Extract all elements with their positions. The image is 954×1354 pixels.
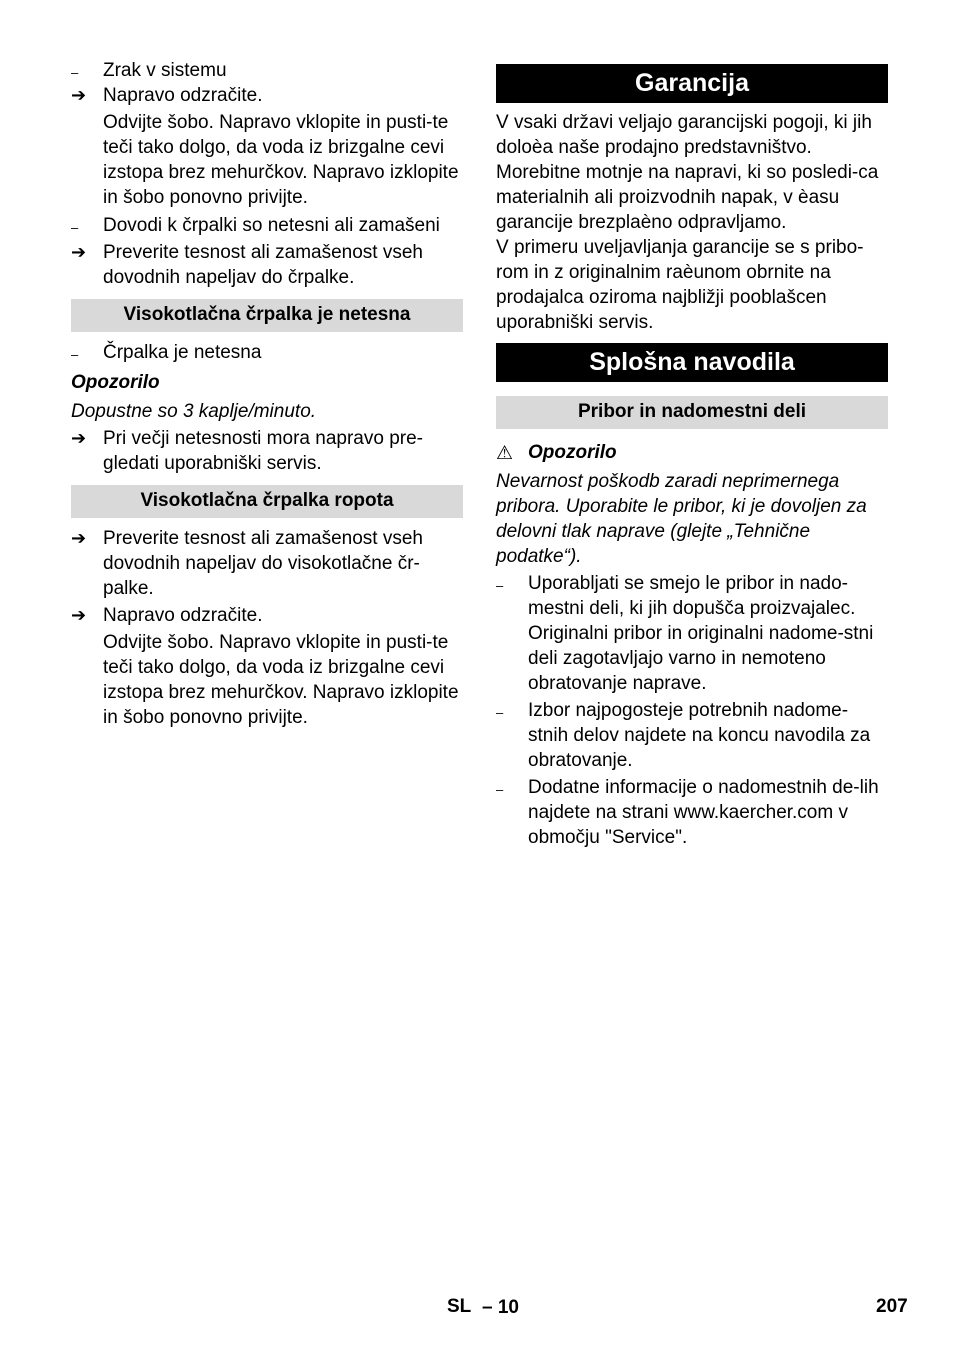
dash-icon: – — [71, 347, 79, 362]
note-text: Dopustne so 3 kaplje/minuto. — [71, 401, 317, 422]
arrow-right-icon: ➔ — [71, 605, 87, 625]
dash-icon: – — [496, 578, 504, 593]
page-number: 207 — [876, 1296, 908, 1317]
action-item — [71, 240, 463, 290]
list-item — [71, 213, 463, 238]
warning-icon: ⚠ — [496, 443, 514, 464]
action-item-text: Napravo odzračite. — [103, 605, 263, 626]
list-item — [496, 698, 888, 773]
warning-title-text: Opozorilo — [528, 442, 617, 463]
action-item — [71, 603, 463, 628]
action-item-text: Napravo odzračite. — [103, 85, 263, 106]
section-heading-pump-leak: Visokotlačna črpalka je netesna — [71, 299, 463, 332]
dash-icon: – — [71, 220, 79, 235]
warranty-paragraph: V primeru uveljavljanja garancije se s pribo-rom in z originalnim raèunom obrnite na prodajalca oziroma najbližji pooblašcen uporabniški servis. — [496, 237, 864, 333]
action-item-text: Pri večji netesnosti mora napravo pre-gledati uporabniški servis. — [103, 428, 423, 474]
list-item — [496, 571, 888, 696]
warning-text: Nevarnost poškodb zaradi neprimernega pribora. Uporabite le pribor, ki je dovoljen za delovni tlak naprave (glejte „Tehnične podatke“). — [496, 471, 867, 567]
list-item — [496, 775, 888, 850]
heading-splosna-navodila: Splošna navodila — [496, 343, 888, 382]
footer-local-page: – 10 — [482, 1297, 519, 1318]
action-item — [71, 83, 463, 108]
section-heading-accessories: Pribor in nadomestni deli — [496, 396, 888, 429]
dash-icon: – — [71, 65, 79, 80]
arrow-right-icon: ➔ — [71, 528, 87, 548]
arrow-right-icon: ➔ — [71, 85, 87, 105]
action-item-text: Preverite tesnost ali zamašenost vseh dovodnih napeljav do visokotlačne čr-palke. — [103, 528, 423, 599]
list-item-text: Dovodi k črpalki so netesni ali zamašeni — [103, 215, 440, 236]
warranty-paragraph: V vsaki državi veljajo garancijski pogoji, ki jih doloèa naše prodajno predstavništvo. Morebitne motnje na napravi, ki so posledi-ca materialnih ali proizvodnih napak, v èasu garancije brezplaèno odpravljamo. — [496, 112, 879, 233]
list-item-text: Dodatne informacije o nadomestnih de-lih najdete na strani www.kaercher.com v območju "Service". — [528, 777, 879, 848]
list-item-text: Izbor najpogosteje potrebnih nadome-stnih delov najdete na koncu navodila za obratovanje. — [528, 700, 871, 771]
action-item — [71, 526, 463, 601]
right-column — [496, 64, 888, 850]
section-heading-pump-noise: Visokotlačna črpalka ropota — [71, 485, 463, 518]
left-column — [71, 58, 463, 730]
warning-title — [496, 440, 888, 466]
footer-language: SL — [447, 1296, 472, 1317]
note-title: Opozorilo — [71, 372, 160, 393]
dash-icon: – — [496, 705, 504, 720]
action-item — [71, 426, 463, 476]
list-item-text: Uporabljati se smejo le pribor in nado-mestni deli, ki jih dopušča proizvajalec. Originalni pribor in originalni nadome-stni deli zagotavljajo varno in nemoteno obratovanje naprave. — [528, 573, 874, 694]
list-item-text: Zrak v sistemu — [103, 60, 227, 81]
list-item — [71, 58, 463, 83]
dash-icon: – — [496, 782, 504, 797]
arrow-right-icon: ➔ — [71, 242, 87, 262]
list-item — [71, 340, 463, 365]
list-item-text: Črpalka je netesna — [103, 342, 262, 363]
arrow-right-icon: ➔ — [71, 428, 87, 448]
action-item-text: Preverite tesnost ali zamašenost vseh dovodnih napeljav do črpalke. — [103, 242, 423, 288]
heading-garancija: Garancija — [496, 64, 888, 103]
instruction-paragraph: Odvijte šobo. Napravo vklopite in pusti-te teči tako dolgo, da voda iz brizgalne cevi izstopa brez mehurčkov. Napravo izklopite in šobo ponovno privijte. — [103, 112, 459, 208]
instruction-paragraph: Odvijte šobo. Napravo vklopite in pusti-te teči tako dolgo, da voda iz brizgalne cevi izstopa brez mehurčkov. Napravo izklopite in šobo ponovno privijte. — [103, 632, 459, 728]
